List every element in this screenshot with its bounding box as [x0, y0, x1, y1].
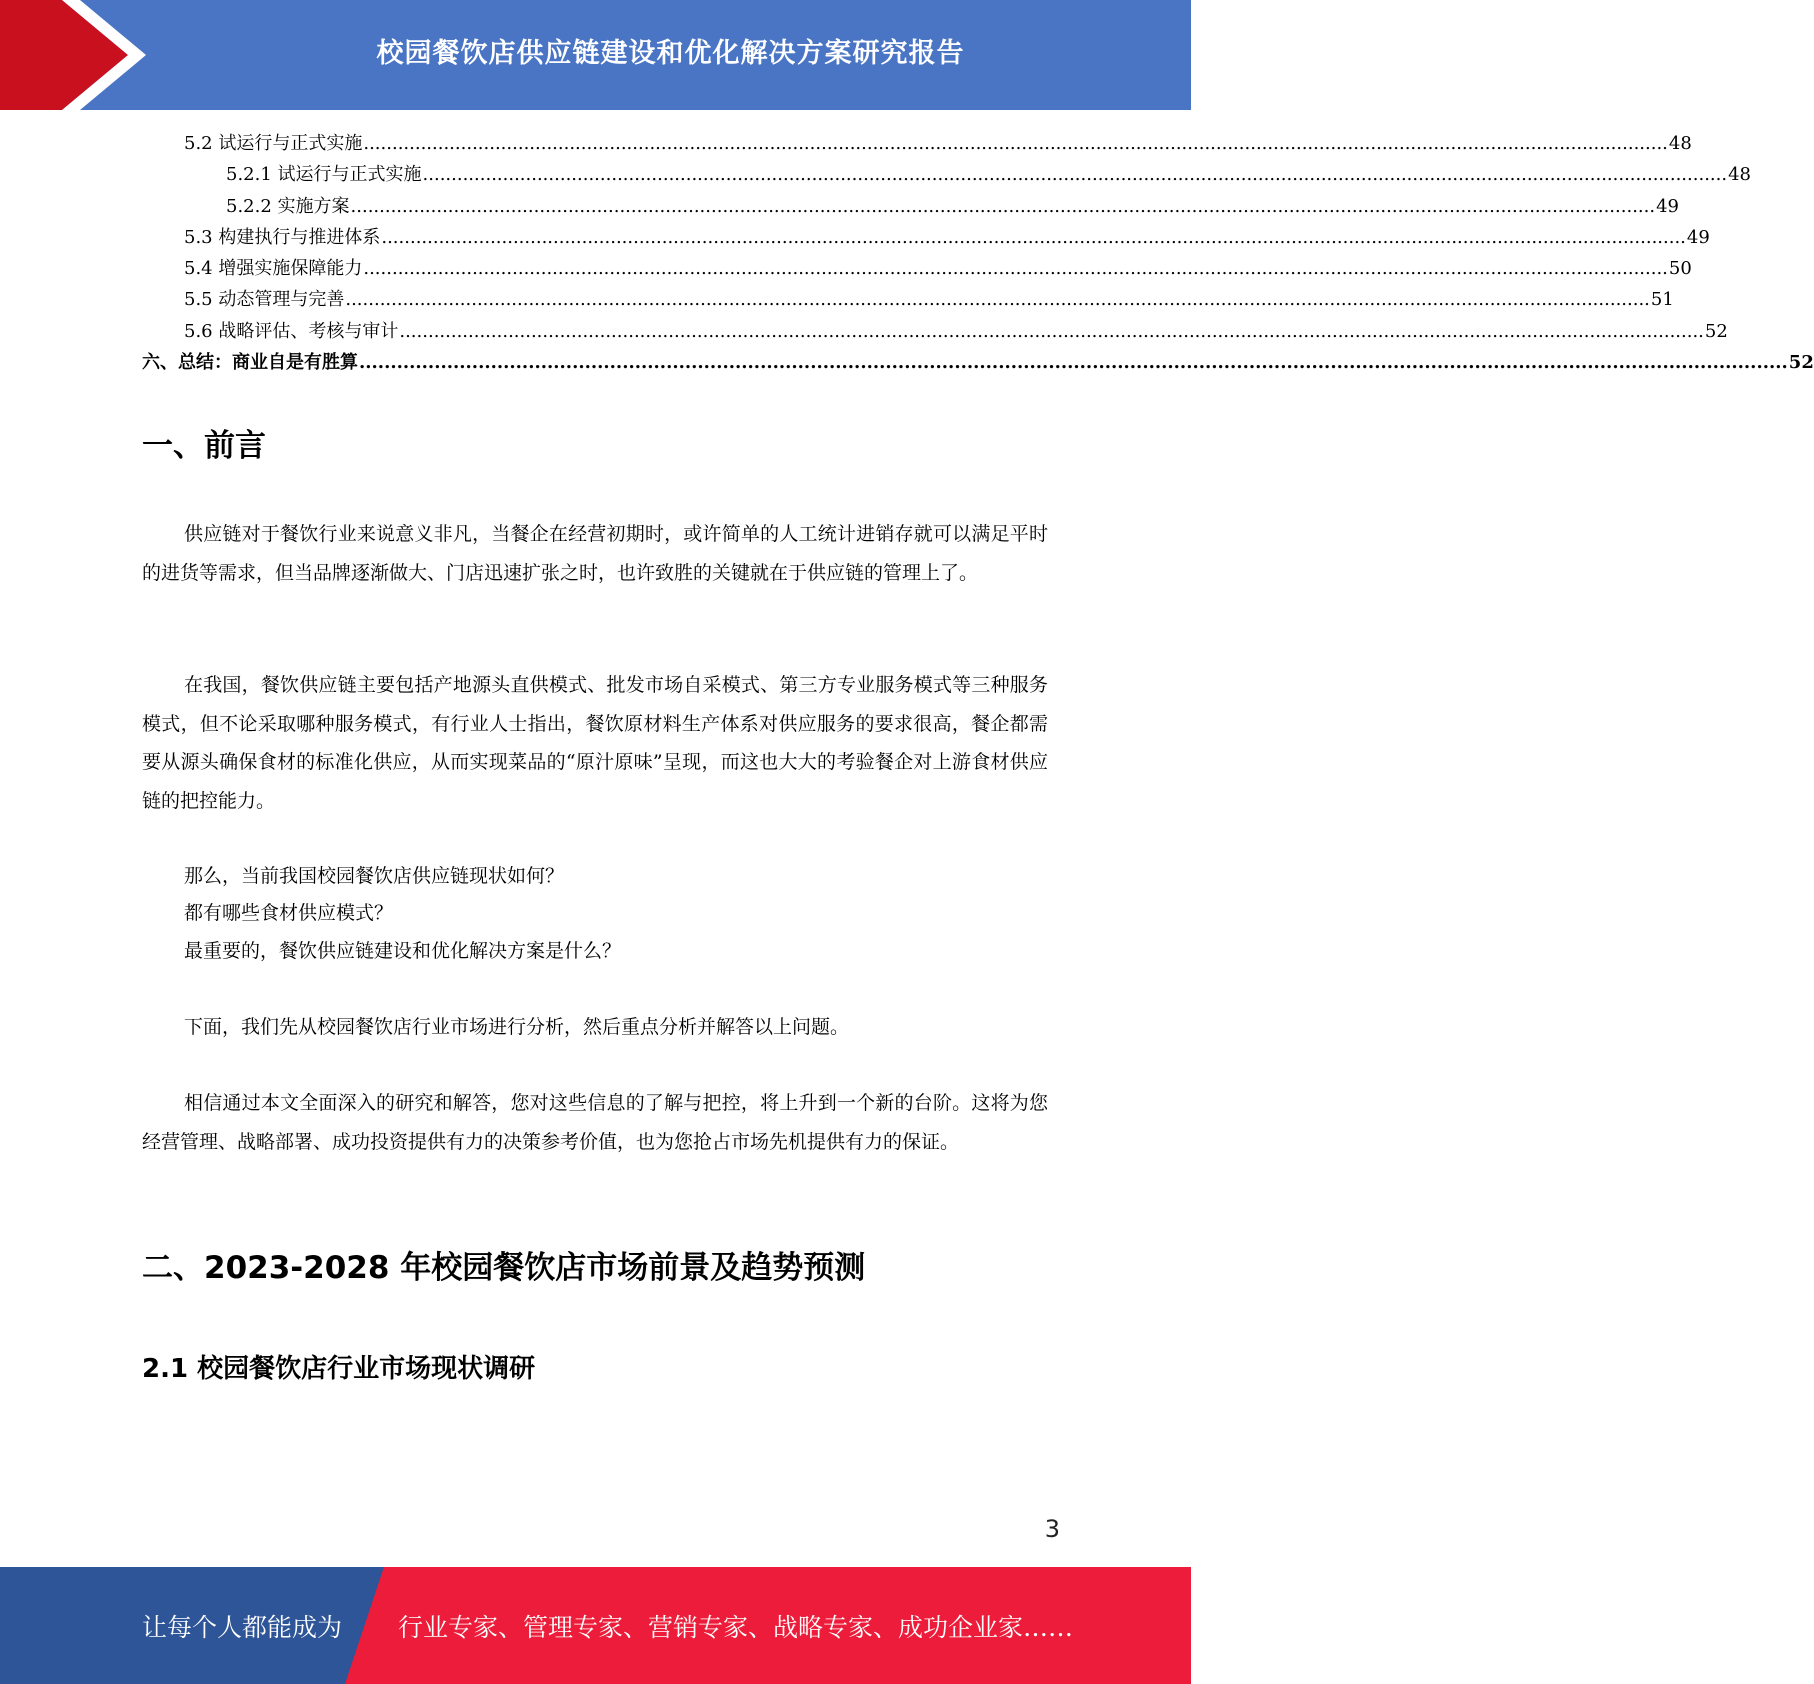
footer-slogan-left: 让每个人都能成为 — [142, 1612, 343, 1642]
page-number: 3 — [1044, 1515, 1060, 1543]
question-line: 都有哪些食材供应模式？ — [184, 902, 394, 924]
toc-entry-label: 六、总结：商业自是有胜算 — [142, 352, 358, 374]
toc-entry-label: 5.2.1 试运行与正式实施 — [226, 164, 422, 186]
footer-slogan-right: 行业专家、管理专家、营销专家、战略专家、成功企业家…… — [398, 1612, 1074, 1642]
toc-leader: .................................................................................................................................................................................................................................... — [350, 195, 1656, 217]
page-footer — [0, 1567, 1191, 1684]
report-title: 校园餐饮店供应链建设和优化解决方案研究报告 — [376, 37, 965, 69]
toc-leader: .................................................................................................................................................................................................................................... — [381, 226, 1686, 248]
toc-entry-page: 51 — [1650, 289, 1674, 311]
page-header — [0, 0, 1191, 110]
toc-entry-label: 5.4 增强实施保障能力 — [184, 258, 363, 280]
toc-entry-label: 5.3 构建执行与推进体系 — [184, 226, 381, 248]
toc-entry[interactable] — [142, 222, 1710, 253]
paragraph: 下面，我们先从校园餐饮店行业市场进行分析，然后重点分析并解答以上问题。 — [184, 1016, 850, 1038]
toc-entry-page: 52 — [1704, 320, 1728, 342]
section-heading-market-outlook: 二、2023-2028 年校园餐饮店市场前景及趋势预测 — [142, 1250, 866, 1286]
toc-leader: .................................................................................................................................................................................................................................... — [422, 164, 1728, 186]
toc-leader: .................................................................................................................................................................................................................................... — [359, 352, 1788, 374]
toc-entry-label: 5.2.2 实施方案 — [226, 195, 350, 217]
toc-entry-page: 49 — [1656, 195, 1679, 217]
paragraph: 供应链对于餐饮行业来说意义非凡，当餐企在经营初期时，或许简单的人工统计进销存就可以满足平时的进货等需求，但当品牌逐渐做大、门店迅速扩张之时，也许致胜的关键就在于供应链的管理上了。 — [142, 523, 1048, 584]
toc-entry-label: 5.2 试运行与正式实施 — [184, 133, 363, 154]
toc-entry[interactable] — [142, 159, 1751, 190]
question-line: 最重要的，餐饮供应链建设和优化解决方案是什么？ — [184, 940, 622, 962]
paragraph: 在我国，餐饮供应链主要包括产地源头直供模式、批发市场自采模式、第三方专业服务模式等三种服务模式，但不论采取哪种服务模式，有行业人士指出，餐饮原材料生产体系对供应服务的要求很高，餐企都需要从源头确保食材的标准化供应，从而实现菜品的“原汁原味”呈现，而这也大大的考验餐企对上游食材供应链的把控能力。 — [142, 674, 1048, 812]
section-heading-preface: 一、前言 — [142, 428, 266, 464]
toc-entry-label: 5.5 动态管理与完善 — [184, 289, 345, 311]
toc-leader: .................................................................................................................................................................................................................................... — [363, 258, 1668, 280]
toc-entry[interactable] — [142, 316, 1728, 347]
toc-leader: .................................................................................................................................................................................................................................... — [363, 133, 1668, 154]
paragraph: 相信通过本文全面深入的研究和解答，您对这些信息的了解与把控，将上升到一个新的台阶。这将为您经营管理、战略部署、成功投资提供有力的决策参考价值，也为您抢占市场先机提供有力的保证。 — [142, 1092, 1048, 1153]
toc-entry-page: 48 — [1668, 133, 1692, 154]
toc-entry[interactable] — [142, 191, 1679, 222]
subsection-heading: 2.1 校园餐饮店行业市场现状调研 — [142, 1354, 536, 1384]
toc-entry-page: 49 — [1686, 226, 1710, 248]
toc-entry[interactable] — [142, 253, 1692, 284]
toc-entry[interactable] — [142, 128, 1692, 159]
toc-entry[interactable] — [142, 284, 1674, 315]
toc-entry-page: 52 — [1788, 352, 1814, 374]
toc-entry-page: 50 — [1668, 258, 1692, 280]
table-of-contents — [142, 128, 1814, 378]
toc-leader: .................................................................................................................................................................................................................................... — [345, 289, 1650, 311]
toc-leader: .................................................................................................................................................................................................................................... — [399, 320, 1704, 342]
toc-entry-label: 5.6 战略评估、考核与审计 — [184, 320, 399, 342]
toc-entry-page: 48 — [1728, 164, 1751, 186]
toc-entry[interactable] — [142, 347, 1814, 378]
question-line: 那么，当前我国校园餐饮店供应链现状如何？ — [184, 865, 565, 887]
